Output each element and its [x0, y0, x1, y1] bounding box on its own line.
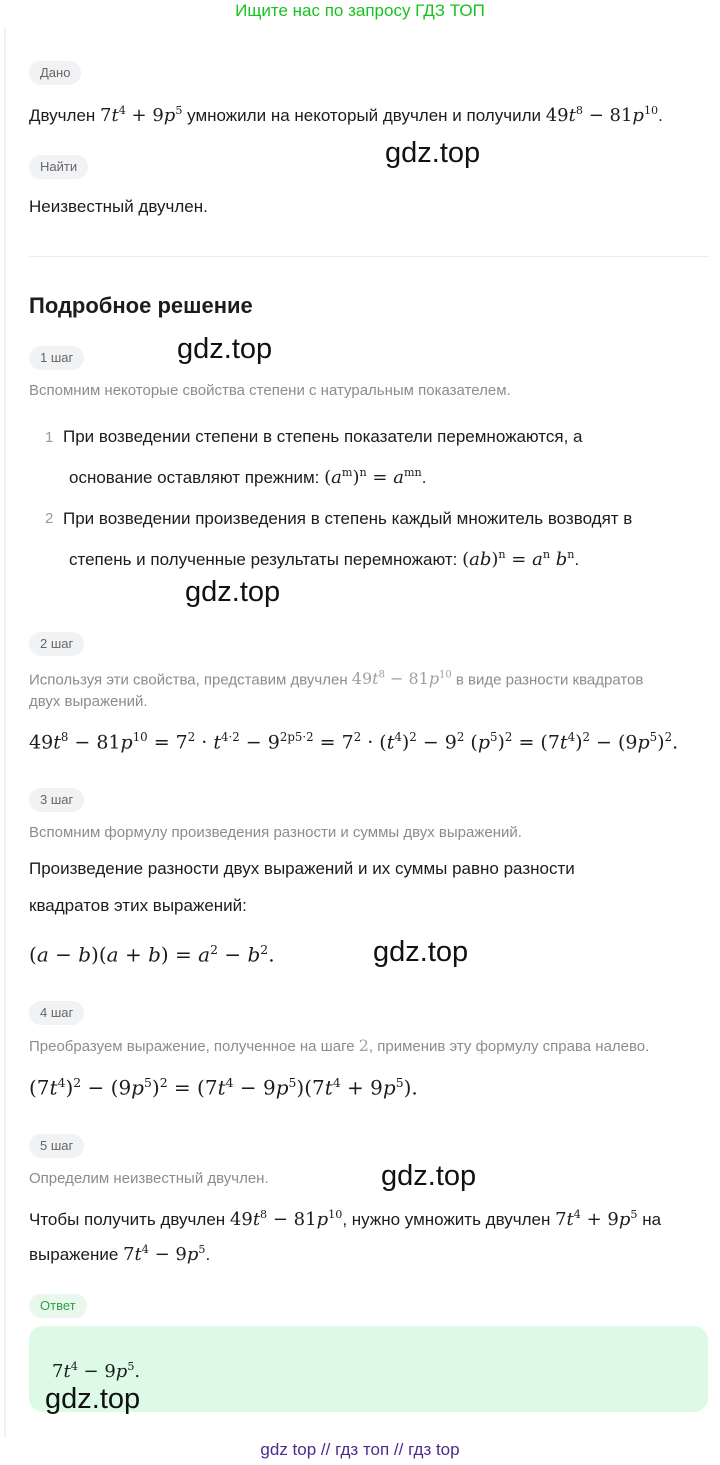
- step4-intro-a: Преобразуем выражение, полученное на шаге: [29, 1038, 359, 1055]
- step5-text-a: Чтобы получить двучлен: [29, 1210, 230, 1229]
- find-badge: Найти: [29, 155, 88, 179]
- step1-item2-line2: [69, 543, 579, 572]
- left-border: [4, 28, 6, 1438]
- step1-item1-end: .: [421, 468, 427, 487]
- step1-item2-math: $(ab)^n = a^n$ $b^n$: [462, 548, 575, 570]
- given-text-a: Двучлен: [29, 106, 101, 125]
- step3-formula: $(a - b)(a + b) = a^2 - b^2$.: [29, 942, 275, 967]
- step2-intro-b: в виде разности квадратов: [451, 671, 644, 689]
- step4-formula: $(7t^4)^2 - (9p^5)^2 = (7t^4 - 9p^5)(7t^4 + 9p^5)$.: [29, 1075, 418, 1100]
- step1-item2-text: степень и полученные результаты перемножают:: [69, 550, 463, 569]
- given-text-c: .: [658, 106, 663, 125]
- step5-line1: [29, 1203, 661, 1232]
- top-banner: Ищите нас по запросу ГДЗ ТОП: [235, 1, 485, 20]
- step1-item1-math: $(a^m)^n = a^{mn}$: [324, 466, 422, 488]
- step1-item2-line1: При возведении произведения в степень каждый множитель возводят в: [63, 509, 633, 528]
- step2-intro-math: $49t^8 - 81p^{10}$: [351, 669, 452, 689]
- given-badge: Дано: [29, 61, 81, 85]
- step3-line2: квадратов этих выражений:: [29, 896, 247, 915]
- step1-item1-number: 1: [45, 429, 54, 446]
- step5-badge: 5 шаг: [29, 1134, 84, 1158]
- step5-math-a: $49t^8 - 81p^{10}$: [229, 1208, 343, 1230]
- answer-badge: Ответ: [29, 1294, 87, 1318]
- step2-badge: 2 шаг: [29, 632, 84, 656]
- step2-intro-c: двух выражений.: [29, 693, 148, 711]
- step1-item2-number: 2: [45, 510, 54, 527]
- given-math-a: $7t^4 + 9p^5$: [100, 104, 183, 126]
- step2-intro-a: Используя эти свойства, представим двучлен: [29, 671, 352, 689]
- step4-intro-num: 2: [358, 1036, 369, 1055]
- step1-item2-end: .: [574, 550, 580, 569]
- watermark: gdz.top: [381, 1160, 477, 1192]
- step4-badge: 4 шаг: [29, 1001, 84, 1025]
- watermark: gdz.top: [185, 576, 281, 608]
- given-text: [29, 99, 663, 128]
- footer-links[interactable]: gdz top // гдз топ // гдз top: [260, 1440, 460, 1459]
- step5-text-d: выражение: [29, 1245, 124, 1264]
- section-divider: [29, 256, 709, 257]
- step5-intro: Определим неизвестный двучлен.: [29, 1170, 269, 1187]
- step1-intro: Вспомним некоторые свойства степени с натуральным показателем.: [29, 382, 511, 399]
- given-math-b: $49t^8 - 81p^{10}$: [545, 104, 659, 126]
- step2-formula: $49t^8 - 81p^{10} = 7^2 \cdot t^{4\cdot 2} - 9^{2p5\cdot 2} = 7^2 \cdot (t^4)^2 - 9^2$ $(p^5)^2 = (7t^4)^2 - (9p^5)^2$.: [29, 730, 679, 754]
- step3-intro: Вспомним формулу произведения разности и суммы двух выражений.: [29, 824, 522, 841]
- step5-math-b: $7t^4 + 9p^5$: [555, 1208, 638, 1230]
- solution-title: Подробное решение: [29, 293, 253, 318]
- step1-item1-line2: [69, 461, 426, 490]
- watermark: gdz.top: [177, 333, 273, 365]
- step3-badge: 3 шаг: [29, 788, 84, 812]
- step1-badge: 1 шаг: [29, 346, 84, 370]
- step4-intro-b: , применив эту формулу справа налево.: [368, 1038, 650, 1055]
- watermark: gdz.top: [385, 137, 481, 169]
- given-text-b: умножили на некоторый двучлен и получили: [182, 106, 546, 125]
- watermark: gdz.top: [373, 936, 469, 968]
- step4-intro: [29, 1035, 649, 1058]
- step1-item1-line1: При возведении степени в степень показатели перемножаются, а: [63, 427, 583, 446]
- step2-intro: [29, 665, 709, 713]
- answer-value: $7t^4 - 9p^5$.: [52, 1360, 141, 1382]
- step5-text-e: .: [205, 1245, 211, 1264]
- step5-math-c: $7t^4 - 9p^5$: [123, 1243, 206, 1265]
- step5-line2: [29, 1238, 210, 1267]
- step5-text-b: , нужно умножить двучлен: [342, 1210, 556, 1229]
- watermark: gdz.top: [45, 1383, 141, 1415]
- step5-text-c: на: [637, 1210, 662, 1229]
- find-text: Неизвестный двучлен.: [29, 197, 208, 216]
- step3-line1: Произведение разности двух выражений и их суммы равно разности: [29, 859, 575, 878]
- step1-item1-text: основание оставляют прежним:: [69, 468, 325, 487]
